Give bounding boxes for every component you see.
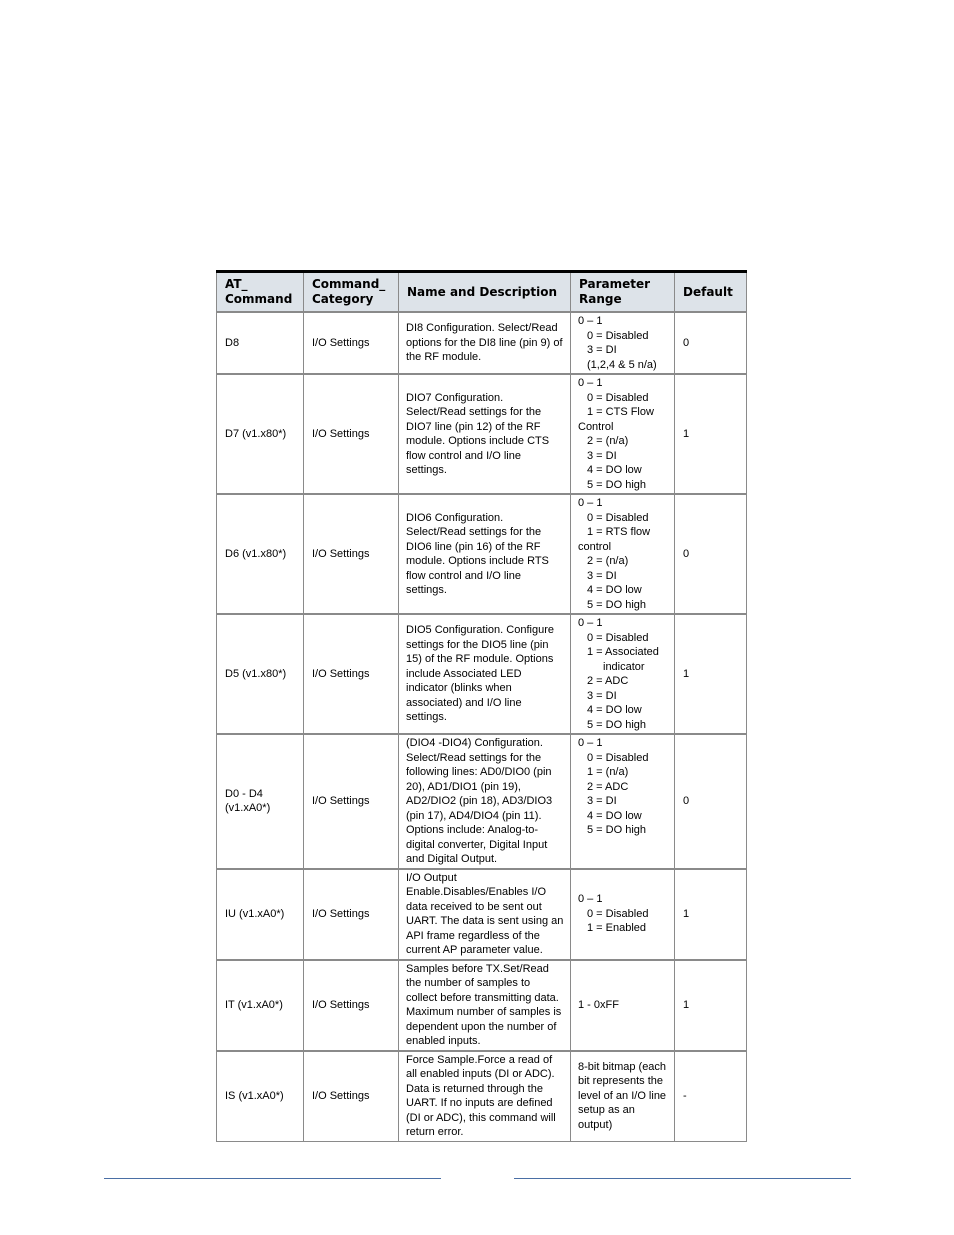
cell-category: I/O Settings — [304, 374, 399, 494]
range-line: 2 = (n/a) — [587, 435, 629, 447]
cell-range — [571, 1051, 675, 1142]
footer-rule-right — [514, 1178, 851, 1179]
range-line: control — [578, 540, 612, 553]
range-line: 0 = Disabled — [587, 329, 649, 342]
cell-range — [571, 494, 675, 614]
cell-default: 1 — [675, 374, 747, 494]
at-command-table-wrapper — [216, 270, 746, 1142]
table-row — [217, 869, 747, 960]
range-line: 0 – 1 — [578, 617, 603, 629]
table-row — [217, 614, 747, 734]
range-line: 3 = DI — [587, 689, 617, 702]
range-line: 0 – 1 — [578, 497, 603, 509]
table-row — [217, 494, 747, 614]
cell-command: IS (v1.xA0*) — [217, 1051, 304, 1142]
cell-command: D5 (v1.x80*) — [217, 614, 304, 734]
range-line: 1 = Associated — [587, 646, 659, 658]
cell-description: I/O Output Enable.Disables/Enables I/O data received to be sent out UART. The data is sent using an API frame regardless of the current AP parameter value. — [399, 869, 571, 960]
at-command-table — [216, 270, 747, 1142]
cell-category: I/O Settings — [304, 734, 399, 869]
cell-command: D0 - D4 (v1.xA0*) — [217, 734, 304, 869]
cell-description: DIO6 Configuration. Select/Read settings for the DIO6 line (pin 16) of the RF module. Options include RTS flow control and I/O line settings. — [399, 494, 571, 614]
table-header-row — [217, 272, 747, 313]
range-line: 1 = (n/a) — [587, 766, 629, 778]
cell-description: Samples before TX.Set/Read the number of samples to collect before transmitting data. Maximum number of samples is dependent upon the number of enabled inputs. — [399, 960, 571, 1051]
range-line: 2 = (n/a) — [587, 555, 629, 567]
cell-description: DI8 Configuration. Select/Read options for the DI8 line (pin 9) of the RF module. — [399, 312, 571, 374]
header-range-line1: Parameter — [579, 277, 651, 291]
range-line: 0 – 1 — [578, 377, 603, 389]
range-line: 0 – 1 — [578, 315, 603, 327]
header-category-line1: Command_ — [312, 277, 386, 291]
header-category-line2: Category — [312, 292, 374, 306]
range-line: 5 = DO high — [587, 718, 647, 731]
range-line: 4 = DO low — [587, 584, 642, 596]
header-parameter-range — [571, 272, 675, 313]
range-line: 4 = DO low — [587, 809, 642, 822]
range-line: (1,2,4 & 5 n/a) — [587, 358, 657, 371]
cell-category: I/O Settings — [304, 960, 399, 1051]
cell-default: 0 — [675, 494, 747, 614]
header-range-line2: Range — [579, 292, 622, 306]
range-line: 3 = DI — [587, 569, 617, 582]
range-line: 5 = DO high — [587, 598, 647, 611]
cell-category: I/O Settings — [304, 312, 399, 374]
cell-default: 0 — [675, 734, 747, 869]
range-line: 1 = RTS flow — [587, 526, 651, 538]
table-row — [217, 1051, 747, 1142]
header-category — [304, 272, 399, 313]
range-line: 1 = CTS Flow — [587, 406, 654, 418]
range-line: 2 = ADC — [587, 675, 629, 687]
cell-default: 0 — [675, 312, 747, 374]
cell-command: IT (v1.xA0*) — [217, 960, 304, 1051]
cell-range — [571, 960, 675, 1051]
cell-command: D6 (v1.x80*) — [217, 494, 304, 614]
table-row — [217, 312, 747, 374]
header-at-command-line1: AT_ — [225, 277, 248, 291]
cell-default: - — [675, 1051, 747, 1142]
range-line: 0 = Disabled — [587, 631, 649, 644]
range-line: 0 – 1 — [578, 893, 603, 906]
range-line: 2 = ADC — [587, 780, 629, 793]
range-line: 0 – 1 — [578, 737, 603, 749]
cell-default: 1 — [675, 614, 747, 734]
range-line: Control — [578, 420, 614, 433]
cell-description: DIO7 Configuration. Select/Read settings for the DIO7 line (pin 12) of the RF module. Options include CTS flow control and I/O line settings. — [399, 374, 571, 494]
range-line: 0 = Disabled — [587, 751, 649, 764]
range-line: indicator — [603, 660, 645, 673]
header-name-description: Name and Description — [399, 272, 571, 313]
cell-range — [571, 312, 675, 374]
table-row — [217, 734, 747, 869]
cell-command: D8 — [217, 312, 304, 374]
range-line: 4 = DO low — [587, 704, 642, 716]
cell-command: IU (v1.xA0*) — [217, 869, 304, 960]
range-line: 0 = Disabled — [587, 511, 649, 524]
cell-default: 1 — [675, 869, 747, 960]
table-row — [217, 374, 747, 494]
table-row — [217, 960, 747, 1051]
cell-description: Force Sample.Force a read of all enabled inputs (DI or ADC). Data is returned through the UART. If no inputs are defined (DI or ADC), this command will return error. — [399, 1051, 571, 1142]
cell-command: D7 (v1.x80*) — [217, 374, 304, 494]
header-at-command — [217, 272, 304, 313]
cell-default: 1 — [675, 960, 747, 1051]
range-line: 8-bit bitmap (each bit represents the level of an I/O line setup as an output) — [578, 1060, 667, 1131]
cell-category: I/O Settings — [304, 869, 399, 960]
cell-category: I/O Settings — [304, 494, 399, 614]
cell-category: I/O Settings — [304, 614, 399, 734]
range-line: 5 = DO high — [587, 478, 647, 491]
cell-category: I/O Settings — [304, 1051, 399, 1142]
header-at-command-line2: Command — [225, 292, 293, 306]
cell-range — [571, 614, 675, 734]
range-line: 1 - 0xFF — [578, 998, 619, 1011]
cell-description: DIO5 Configuration. Configure settings for the DIO5 line (pin 15) of the RF module. Options include Associated LED indicator (blinks when associated) and I/O line settings. — [399, 614, 571, 734]
range-line: 3 = DI — [587, 344, 617, 356]
cell-range — [571, 734, 675, 869]
cell-description: (DIO4 -DIO4) Configuration. Select/Read settings for the following lines: AD0/DIO0 (pin 20), AD1/DIO1 (pin 19), AD2/DIO2 (pin 18), AD3/DIO3 (pin 17), AD4/DIO4 (pin 11). Options include: Analog-to-digital converter, Digital Input and Digital Output. — [399, 734, 571, 869]
footer-rule-left — [104, 1178, 441, 1179]
range-line: 1 = Enabled — [587, 922, 647, 935]
range-line: 3 = DI — [587, 795, 617, 807]
range-line: 0 = Disabled — [587, 907, 649, 920]
cell-range — [571, 869, 675, 960]
range-line: 0 = Disabled — [587, 391, 649, 404]
header-default: Default — [675, 272, 747, 313]
range-line: 3 = DI — [587, 449, 617, 462]
range-line: 4 = DO low — [587, 464, 642, 476]
range-line: 5 = DO high — [587, 824, 647, 836]
cell-range — [571, 374, 675, 494]
